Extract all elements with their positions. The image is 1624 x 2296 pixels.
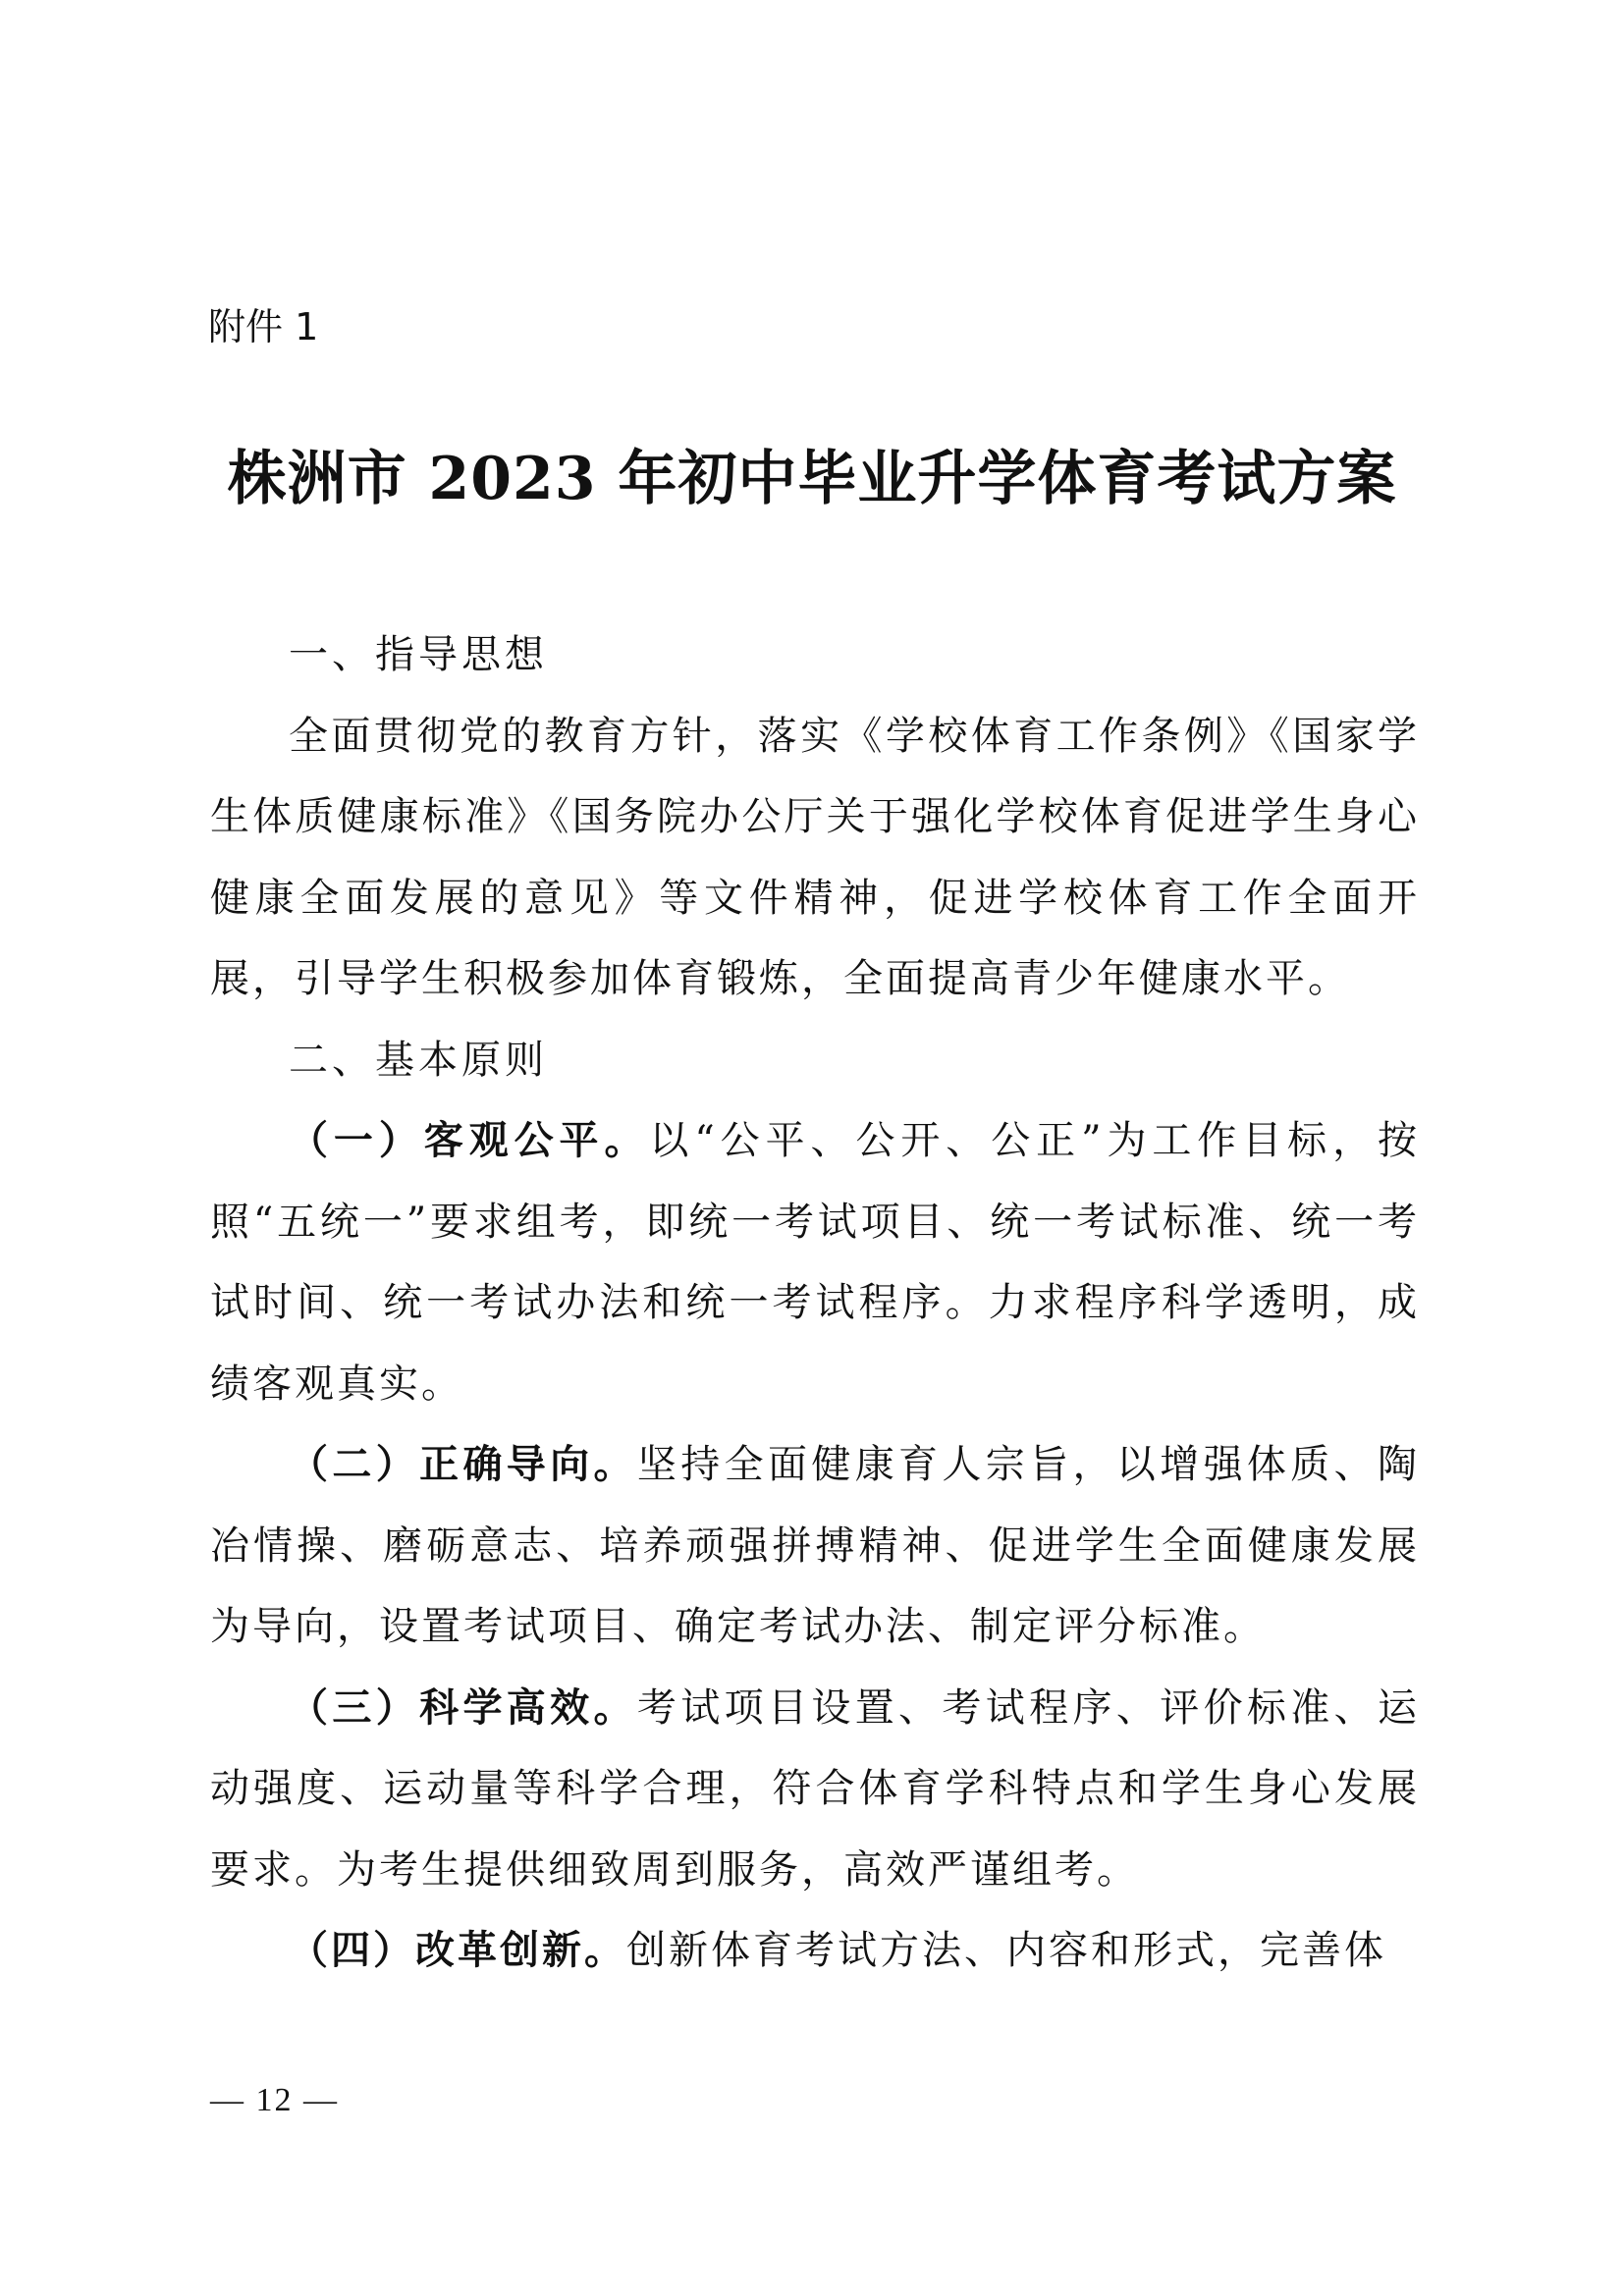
principle-text: 坚持全面健康育人宗旨，以增强体质、陶冶情操、磨砺意志、培养顽强拼搏精神、促进学生全面健康发展为导向，设置考试项目、确定考试办法、制定评分标准。 bbox=[210, 1442, 1421, 1649]
principle-label: （三）科学高效。 bbox=[289, 1683, 637, 1731]
document-body bbox=[210, 614, 1420, 1992]
paragraph-guiding-ideology: 全面贯彻党的教育方针，落实《学校体育工作条例》《国家学生体质健康标准》《国务院办公厅关于强化学校体育促进学生身心健康全面发展的意见》等文件精神，促进学校体育工作全面开展，引导学生积极参加体育锻炼，全面提高青少年健康水平。 bbox=[210, 713, 1420, 1001]
document-title: 株洲市 2023 年初中毕业升学体育考试方案 bbox=[227, 445, 1397, 513]
principle-text: 创新体育考试方法、内容和形式，完善体 bbox=[626, 1928, 1386, 1973]
principle-text: 以“公平、公开、公正”为工作目标，按照“五统一”要求组考，即统一考试项目、统一考试标准、统一考试时间、统一考试办法和统一考试程序。力求程序科学透明，成绩客观真实。 bbox=[210, 1118, 1420, 1407]
principle-correct-orientation bbox=[210, 1424, 1420, 1668]
principle-scientific-efficient bbox=[210, 1668, 1420, 1911]
principle-label: （二）正确导向。 bbox=[289, 1441, 637, 1487]
attachment-label: 附件 1 bbox=[208, 305, 319, 348]
principle-label: （一）客观公平。 bbox=[289, 1117, 650, 1163]
principle-reform-innovation bbox=[210, 1910, 1420, 1992]
principle-objective-fair bbox=[210, 1100, 1420, 1424]
principle-label: （四）改革创新。 bbox=[289, 1927, 626, 1973]
section-heading-guiding-ideology: 一、指导思想 bbox=[289, 632, 548, 677]
page-number: — 12 — bbox=[210, 2082, 339, 2118]
section-heading-basic-principles: 二、基本原则 bbox=[289, 1037, 548, 1083]
principle-text: 考试项目设置、考试程序、评价标准、运动强度、运动量等科学合理，符合体育学科特点和学生身心发展要求。为考生提供细致周到服务，高效严谨组考。 bbox=[210, 1684, 1421, 1893]
